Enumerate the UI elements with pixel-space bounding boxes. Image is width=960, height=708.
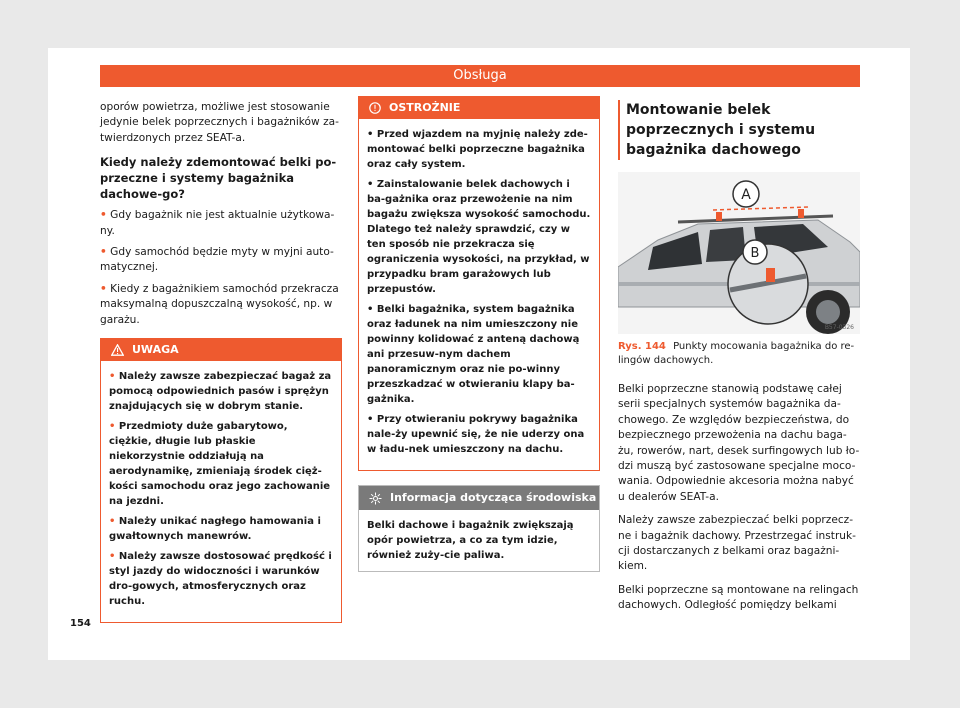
environment-info-header — [359, 486, 599, 510]
figure-caption — [618, 340, 860, 368]
list-item: • Przy otwieraniu pokrywy bagażnika nale-ży upewnić się, że nie uderzy ona w ładu-nek umieszczony na dachu. — [367, 414, 585, 455]
column-right — [618, 96, 860, 622]
body-paragraph: Należy zawsze zabezpieczać belki poprzecz-ne i bagażnik dachowy. Przestrzegać instruk-cji dostarczanych z belkami oraz bagażni-kiem. — [618, 514, 856, 573]
warning-header — [101, 339, 341, 361]
bullet-icon: • — [100, 209, 107, 222]
car-roof-illustration — [618, 172, 860, 334]
label-a: A — [741, 187, 751, 203]
caution-body — [359, 119, 599, 470]
body-paragraph: Belki poprzeczne są montowane na relingach dachowych. Odległość pomiędzy belkami — [618, 583, 859, 612]
section-title: Montowanie belek poprzecznych i systemu bagażnika dachowego — [618, 100, 860, 160]
bullet-icon: • — [367, 179, 374, 190]
bullet-icon: • — [109, 421, 116, 433]
section-heading: Kiedy należy zdemontować belki po-przeczne i systemy bagażnika dachowe-go? — [100, 155, 337, 202]
caution-title: OSTROŻNIE — [389, 101, 461, 114]
bullet-icon: • — [109, 516, 116, 528]
list-item: • Przed wjazdem na myjnię należy zde-montować belki poprzeczne bagażnika oraz cały system. — [367, 129, 588, 170]
list-item: • Gdy bagażnik nie jest aktualnie użytkowa-ny. — [100, 209, 335, 237]
list-item: • Gdy samochód będzie myty w myjni auto-matycznej. — [100, 246, 334, 274]
bullet-icon: • — [367, 414, 374, 425]
bullet-icon: • — [367, 304, 374, 315]
list-item: • Przedmioty duże gabarytowo, ciężkie, długie lub płaskie niekorzystnie oddziałują na aerodynamikę, zmieniają środek cięż-kości samochodu oraz jego zachowanie na jezdni. — [109, 421, 331, 508]
chapter-header: Obsługa — [100, 65, 860, 87]
list-item: • Zainstalowanie belek dachowych i ba-gażnika oraz przewożenie na nim bagażu zwiększa wysokość samochodu. Dlatego też należy sprawdzić, czy w ten sposób nie przekracza się ograniczenia wysokości, na przykład, w przypadku bram garażowych lub przepustów. — [367, 179, 591, 295]
bullet-icon: • — [109, 371, 116, 383]
list-item: • Kiedy z bagażnikiem samochód przekracza maksymalną dopuszczalną wysokość, np. w garażu. — [100, 282, 339, 326]
bullet-icon: • — [100, 282, 107, 295]
figure-code: B57-0326 — [824, 324, 854, 331]
list-item: • Belki bagażnika, system bagażnika oraz ładunek na nim umieszczony nie powinny kolidować z anteną dachową ani przesuw-nym dachem panoramicznym oraz nie po-winny przeszkadzać w otwieraniu klapy ba-gażnika. — [367, 304, 580, 405]
bullet-icon: • — [100, 246, 107, 259]
roof-rack-figure — [618, 172, 860, 334]
label-b: B — [750, 246, 760, 261]
warning-triangle-icon — [111, 344, 124, 356]
caution-header — [359, 97, 599, 119]
list-item: • Należy zawsze dostosować prędkość i styl jazdy do widoczności i warunków dro-gowych, atmosferycznych oraz ruchu. — [109, 551, 332, 608]
bullet-icon: • — [109, 551, 116, 563]
caution-info-icon — [369, 102, 381, 114]
caution-box — [358, 96, 600, 471]
warning-box — [100, 338, 342, 623]
column-middle — [358, 96, 600, 572]
body-paragraph: Belki poprzeczne stanowią podstawę całej serii specjalnych systemów bagażnika da-chowego. Ze względów bezpieczeństwa, do bezpiecznego przewożenia na dachu baga-żu, rowerów, nart, desek surfingowych lub ło-dzi muszą być zastosowane specjalne moco-wania. Odpowiednie akcesoria można nabyć u dealerów SEAT-a. — [618, 383, 860, 503]
figure-caption-text: Punkty mocowania bagażnika do re-lingów dachowych. — [618, 341, 855, 366]
intro-paragraph: oporów powietrza, możliwe jest stosowanie jedynie belek poprzecznych i bagażników za-twierdzonych przez SEAT-a. — [100, 101, 339, 144]
page-number: 154 — [70, 618, 91, 629]
warning-title: UWAGA — [132, 343, 179, 357]
figure-reference: Rys. 144 — [618, 341, 666, 352]
warning-body — [101, 361, 341, 622]
environment-info-box — [358, 485, 600, 572]
environment-info-title: Informacja dotycząca środowiska — [390, 491, 597, 504]
bullet-icon: • — [367, 129, 374, 140]
list-item: • Należy zawsze zabezpieczać bagaż za pomocą odpowiednich pasów i sprężyn znajdujących się w dobrym stanie. — [109, 371, 332, 413]
list-item: • Należy unikać nagłego hamowania i gwałtownych manewrów. — [109, 516, 321, 543]
environment-info-body: Belki dachowe i bagażnik zwiększają opór powietrza, a co za tym idzie, również zuży-cie paliwa. — [367, 520, 574, 561]
column-left — [100, 100, 342, 623]
leaf-icon — [369, 492, 382, 505]
